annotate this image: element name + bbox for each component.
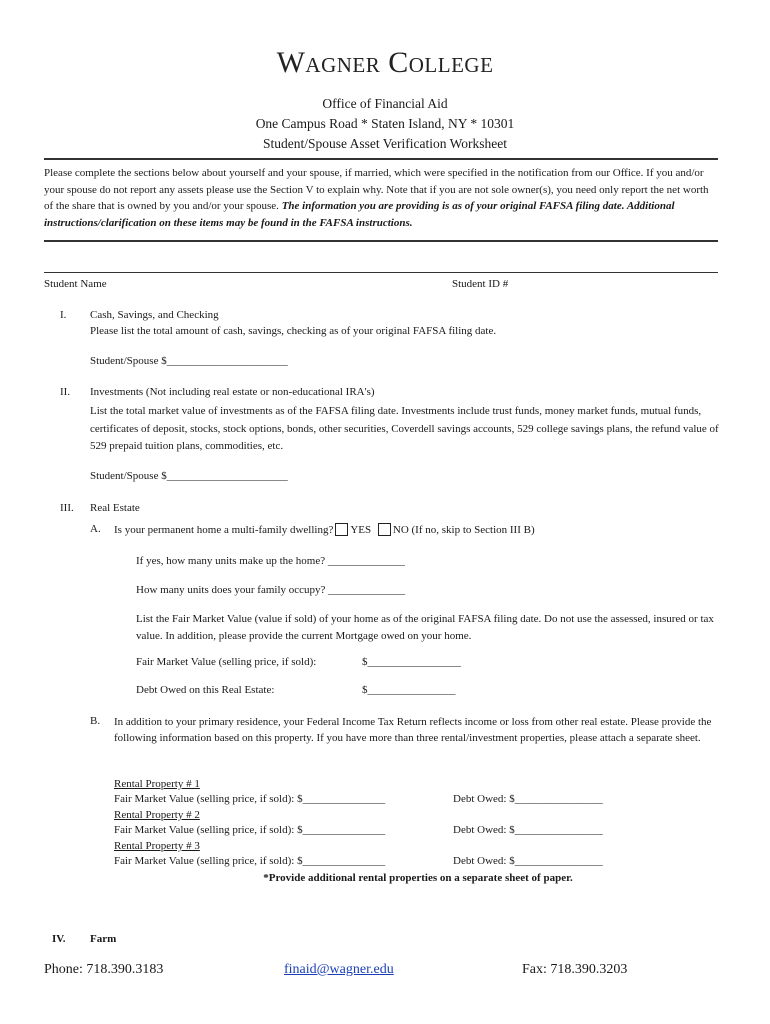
rental-2-fmv[interactable]: Fair Market Value (selling price, if sold): $_______________ (114, 824, 386, 836)
section-1-field[interactable]: Student/Spouse $______________________ (90, 355, 288, 367)
units-home-field[interactable]: If yes, how many units make up the home? ______________ (136, 555, 405, 567)
rental-1-debt[interactable]: Debt Owed: $________________ (453, 793, 603, 805)
intro-emphasis: The information you are providing is as of your original FAFSA filing date. Additional instructions/clarification on these items may be found in the FAFSA instructions. (44, 200, 675, 229)
student-name-label: Student Name (44, 278, 107, 290)
section-1-numeral: I. (60, 309, 67, 321)
section-3b-letter: B. (90, 715, 101, 727)
debt-field[interactable]: $________________ (362, 684, 456, 696)
debt-label: Debt Owed on this Real Estate: (136, 684, 275, 696)
rental-3-debt[interactable]: Debt Owed: $________________ (453, 855, 603, 867)
office-name: Office of Financial Aid (322, 96, 448, 111)
rental-3-fmv[interactable]: Fair Market Value (selling price, if sold): $_______________ (114, 855, 386, 867)
intro-paragraph (44, 165, 720, 231)
no-label: NO (If no, skip to Section III B) (392, 524, 535, 536)
section-4-numeral: IV. (52, 933, 66, 945)
rental-2-debt[interactable]: Debt Owed: $________________ (453, 824, 603, 836)
intro-text: Please complete the sections below about yourself and your spouse, if married, which were specified in the notification from our Office. If you and/or your spouse do not report any assets please use the Section V to explain why. Note that if you are not sole owner(s), you need only report the net worth of the share that is owned by you and/or your spouse. (44, 167, 709, 212)
no-checkbox[interactable] (378, 523, 391, 536)
form-title: Student/Spouse Asset Verification Worksheet (262, 136, 507, 151)
yes-label: YES (350, 524, 372, 536)
office-address: One Campus Road * Staten Island, NY * 10301 (255, 116, 515, 131)
footer-fax: Fax: 718.390.3203 (522, 962, 628, 977)
section-2-instruction: List the total market value of investments as of the FAFSA filing date. Investments include trust funds, money market funds, mutual funds, certificates of deposit, stocks, stock options, bonds, other securities, Coverdell savings accounts, 529 college savings plans, the refund value of 529 prepaid tuition plans, commodities, etc. (90, 405, 719, 452)
fmv-instruction: List the Fair Market Value (value if sold) of your home as of the original FAFSA filing date. Do not use the assessed, insured or tax value. In addition, please provide the current Mortgage owed on your home. (136, 613, 714, 642)
footer-phone: Phone: 718.390.3183 (44, 962, 164, 977)
section-1-title: Cash, Savings, and Checking (90, 309, 219, 321)
section-2-numeral: II. (60, 386, 71, 398)
divider (44, 158, 718, 160)
rental-note: *Provide additional rental properties on a separate sheet of paper. (263, 872, 573, 884)
name-id-line[interactable] (44, 272, 718, 273)
rental-2-title: Rental Property # 2 (114, 809, 200, 821)
units-family-field[interactable]: How many units does your family occupy? ______________ (136, 584, 406, 596)
section-2-title: Investments (Not including real estate or non-educational IRA's) (90, 386, 375, 398)
yes-checkbox[interactable] (335, 523, 348, 536)
fmv-field[interactable]: $_________________ (362, 656, 461, 668)
rental-3-title: Rental Property # 3 (114, 840, 200, 852)
student-id-label: Student ID # (452, 278, 509, 290)
section-3a-row (114, 523, 535, 536)
college-logo: Wagner College (276, 46, 494, 79)
multi-family-question: Is your permanent home a multi-family dwelling? (114, 524, 334, 536)
section-3-numeral: III. (60, 502, 74, 514)
rental-1-title: Rental Property # 1 (114, 778, 200, 790)
section-1-instruction: Please list the total amount of cash, savings, checking as of your original FAFSA filing date. (90, 325, 497, 337)
section-2-field[interactable]: Student/Spouse $______________________ (90, 470, 288, 482)
section-3a-letter: A. (90, 523, 101, 535)
section-3b-instruction: In addition to your primary residence, your Federal Income Tax Return reflects income or loss from other real estate. Please provide the following information based on this property. If you have more than three rental/investment properties, please attach a separate sheet. (114, 716, 712, 744)
section-4-title: Farm (90, 933, 117, 945)
footer-email-link[interactable]: finaid@wagner.edu (284, 962, 394, 977)
rental-1-fmv[interactable]: Fair Market Value (selling price, if sold): $_______________ (114, 793, 386, 805)
fmv-label: Fair Market Value (selling price, if sold): (136, 656, 317, 668)
section-3-title: Real Estate (90, 502, 140, 514)
divider (44, 240, 718, 242)
